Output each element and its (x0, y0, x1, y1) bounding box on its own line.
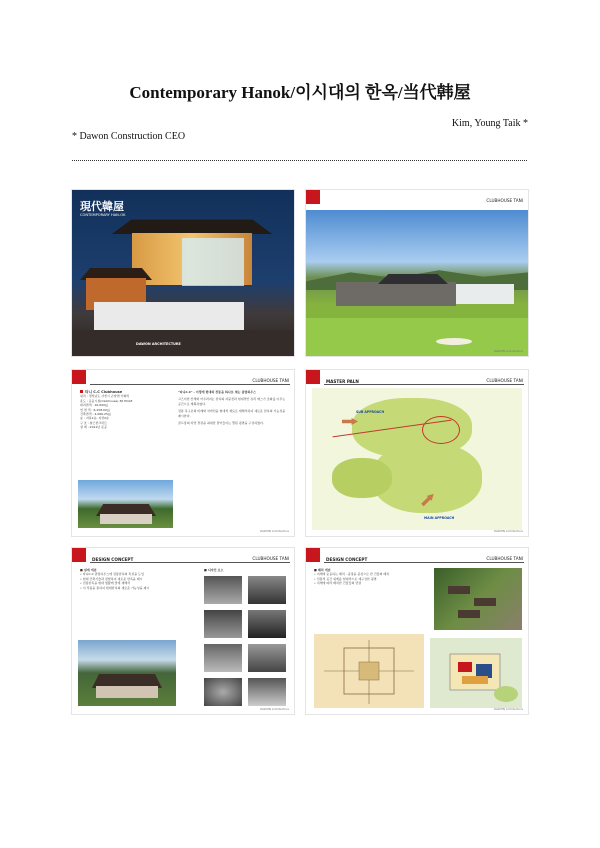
glass-facade (182, 238, 244, 286)
main-roof (112, 218, 272, 234)
body-paragraph: 고즈넉한 산세와 어우러지는 한옥의 지붕선과 현대적인 유리 매스가 조화를 이루는 공간으로 계획하였다. (178, 397, 286, 406)
element-photo (204, 610, 242, 638)
concept-sketch (314, 634, 424, 708)
slide-red-marker (72, 548, 86, 562)
roof (458, 610, 480, 618)
sand-bunker (436, 338, 472, 345)
layout-heading: ■ 배치 개념 (314, 568, 331, 572)
site-plan (430, 638, 522, 708)
concept-item: • 이 작품을 통하여 현대한옥의 새로운 가능성을 제시 (80, 585, 150, 590)
author-name: Kim, Young Taik * (451, 118, 528, 129)
slide-cover (72, 190, 294, 356)
slide-footer: DAWON Architecture (260, 707, 289, 711)
info-item: 대지면적 : 16,000㎡ (80, 403, 109, 408)
element-photo (248, 678, 286, 706)
author-affiliation: * Dawon Construction CEO (72, 131, 186, 142)
slide-cover-subtitle: CONTEMPORARY HAN-OK (80, 213, 126, 217)
slide-header-line (324, 562, 524, 563)
element-photo (248, 610, 286, 638)
design-element-grid (204, 576, 288, 708)
slide-clubhouse-info (72, 370, 294, 536)
slide-header-left: DESIGN CONCEPT (92, 557, 134, 562)
slide-header-right: CLUBHOUSE TANI (486, 198, 523, 203)
sub-approach-label: SUB APPROACH (356, 410, 385, 414)
roof (448, 586, 470, 594)
body-paragraph: 전통 목구조의 비례와 처마선을 현대적 재료로 재해석하여 새로운 한옥의 가능성을 제시한다. (178, 409, 286, 418)
info-item: 층 : 지하1층, 지상2층 (80, 416, 109, 421)
wall (96, 686, 158, 698)
roof (474, 598, 496, 606)
slide-footer: DAWON Architecture (494, 529, 523, 533)
info-item: 연 면 적 : 6,258.00㎡ (80, 407, 110, 412)
sketch-lines (314, 634, 424, 708)
slide-header-right: CLUBHOUSE TANI (252, 556, 289, 561)
slide-footer: DAWON Architecture (260, 529, 289, 533)
info-item: 위치 : 경상남도 사천시 곤양면 가화리 (80, 394, 130, 399)
slide-header-right: CLUBHOUSE TANI (486, 378, 523, 383)
slide-red-marker (306, 548, 320, 562)
slide-header-right: CLUBHOUSE TANI (252, 378, 289, 383)
slide-clubhouse-photo (306, 190, 528, 356)
title-divider (72, 160, 527, 161)
slide-design-concept-2 (306, 548, 528, 714)
body-paragraph: 골프장의 자연 경관을 최대한 끌어들이는 열린 평면을 구성하였다. (178, 421, 264, 426)
golf-course-photo (306, 210, 528, 346)
document-title: Contemporary Hanok/이시대의 한옥/当代韩屋 (129, 83, 471, 102)
concept-heading: ■ 설계 개념 (80, 568, 97, 572)
element-photo (248, 576, 286, 604)
clubhouse-roof (378, 274, 448, 284)
white-wall (94, 302, 244, 332)
info-item: 구 조 : 철근콘크리트 (80, 420, 108, 425)
clubhouse-building (336, 282, 456, 306)
design-elements-heading: ■ 디자인 요소 (204, 568, 224, 572)
concept-item: • 현대 건축기술과 결합하여 새로운 한옥을 제시 (80, 576, 143, 581)
concept-item: • 타니C.C 클럽하우스에 전통한옥의 특성을 도입 (80, 572, 144, 577)
layout-item: • 지세에 순응하는 배치 - 중정을 중심으로 한 건물의 배치 (314, 572, 390, 577)
slide-red-marker (306, 370, 320, 384)
slide-header-line (90, 562, 290, 563)
slide-header-line (90, 384, 290, 385)
slide-header-right: CLUBHOUSE TANI (486, 556, 523, 561)
info-item: 용도 : 운동시설(Clubhouse) 36 HOLE (80, 398, 133, 403)
layout-item: • 전통적 공간 위계를 현대적으로 재구성한 평면 (314, 576, 377, 581)
slide-header-left: DESIGN CONCEPT (326, 557, 368, 562)
slide-red-marker (306, 190, 320, 204)
slide-design-concept-1 (72, 548, 294, 714)
element-photo (204, 576, 242, 604)
slide-header-left: MASTER PALN (326, 379, 359, 384)
slide-cover-title: 現代韓屋 (80, 200, 124, 213)
clubhouse-exterior-photo (78, 480, 173, 528)
ground (72, 330, 294, 356)
slide-master-plan (306, 370, 528, 536)
slide-cover-brand: DAWON ARCHITECTURE (136, 342, 181, 346)
info-item: 설 계 : 2011년 준공 (80, 425, 107, 430)
main-approach-label: MAIN APPROACH (424, 516, 455, 520)
aerial-photo (434, 568, 522, 630)
site-map (312, 388, 522, 530)
concept-item: • 전통한옥을 현대 생활에 맞게 재해석 (80, 581, 131, 586)
site-plan-drawing (430, 638, 522, 708)
slide-red-marker (72, 370, 86, 384)
element-photo (204, 678, 242, 706)
white-wing (456, 284, 514, 304)
element-photo (248, 644, 286, 672)
element-photo (204, 644, 242, 672)
course-area (332, 458, 392, 498)
layout-item: • 지세에 따라 배치한 건물들의 연결 (314, 581, 362, 586)
slide-footer: DAWON Architecture (494, 349, 523, 353)
slide-header-line (324, 384, 524, 385)
slide-footer: DAWON Architecture (494, 707, 523, 711)
wall (100, 514, 152, 524)
info-item: 건축면적 : 4,066.25㎡ (80, 412, 111, 417)
section-heading: 타니 C.C Clubhouse (80, 390, 172, 394)
quote-text: "타니C.C" - 이렇게 현대와 전통을 하나로 엮는 클럽하우스 (178, 390, 257, 394)
clubhouse-aerial-photo (78, 640, 176, 706)
